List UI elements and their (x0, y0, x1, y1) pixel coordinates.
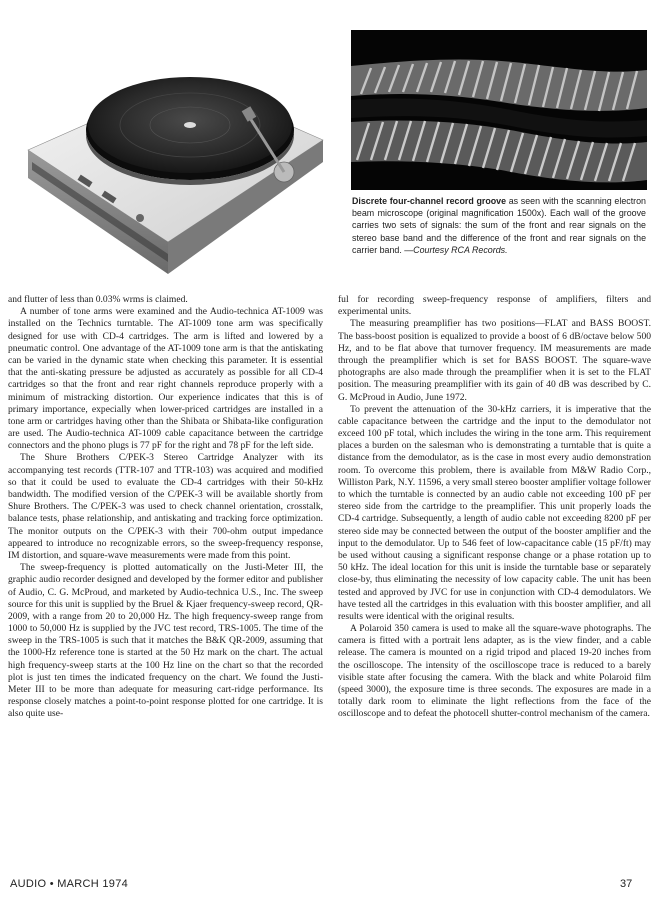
paragraph: The sweep-frequency is plotted automatically on the Justi-Meter III, the graphic audio recorder designed and developed by the former editor and publisher of Audio, C. G. McProud, and marketed by Audio-technica U.S., Inc. The sweep source for this unit is supplied by the Bruel & Kjaer frequency-sweep record, QR-2009, with a range from 20 to 20,000 Hz. The high frequency-sweep range from 1000 to 50,000 Hz is supplied by the JVC test record, TRS-1005. The time of the sweep in the TRS-1005 is such that it matches the B&K QR-2009, assuming that the 1000-Hz reference tone is started at the 50 Hz mark on the chart. The actual high frequency-sweep starts at the 100 Hz line on the chart so that the recorded plot is just ten times the indicated frequency on the chart. We found the Justi-Meter III to be more than adequate for measuring cart-ridge performance. Its response closely matches a point-to-point response plotted for one cartridge. It is also quite use- (8, 562, 323, 720)
paragraph: The Shure Brothers C/PEK-3 Stereo Cartridge Analyzer with its accompanying test records (TTR-107 and TTR-103) was acquired and modified so that it could be used to evaluate the CD-4 cartridges with their 50-kHz bandwidth. The modified version of the C/PEK-3 will be available shortly from Shure Brothers. The C/PEK-3 was used to check channel orientation, crosstalk, balance tests, phase relationship, and antiskating and tracking force optimization. The monitor outputs on the C/PEK-3 with their 700-ohm output impedance appeared to introduce no recognizable errors, so the sweep-frequency response, IM distortion, and square-wave measurements were made from this point. (8, 452, 323, 561)
page-number: 37 (620, 878, 633, 890)
caption-credit: —Courtesy RCA Records. (404, 244, 508, 255)
paragraph: ful for recording sweep-frequency response of amplifiers, filters and experimental units. (338, 294, 651, 318)
paragraph: To prevent the attenuation of the 30-kHz carriers, it is imperative that the cable capacitance between the cartridge and the input to the demodulator not exceed 100 pF total, which includes the wiring in the tone arm. This requirement places a burden on the salesman who is demonstrating a turntable that is quite a distance from the demodulator, as is the case in most every audio demonstration room. To overcome this problem, there is available from M&W Radio Corp., Williston Park, N.Y. 11596, a very small stereo booster amplifier voltage follower to which the turntable is connected by an audio cable not exceeding 100 pF per stereo side from the cartridge to the preamplifier. This unit properly loads the CD-4 cartridge. Subsequently, a length of audio cable not exceeding 8200 pF per stereo side may be connected between the output of the booster amplifier and the input to the demodulator. Up to 546 feet of low-capacitance cable (15 pF/ft) may be used without causing a significant response change or a phase rotation up to 50 kHz. The ideal location for this unit is inside the turntable base or separately close-by, thus eliminating the necessity of low capacity cable. The unit has been tested and approved by JVC for use in conjunction with CD-4 demodulators. We have tested all the cartridges in this evaluation with this booster amplifier, and all results were identical with the original results. (338, 403, 651, 622)
footer-publication: AUDIO • MARCH 1974 (10, 878, 129, 890)
caption-text: as seen with the scanning electron beam microscope (original magnification 1500x). Each wall of the groove carries two sets of signals: the sum of the front and rear signals on the stereo base band and the difference of the front and rear signals on the carrier band. (352, 196, 646, 255)
left-column (8, 294, 323, 721)
paragraph: The measuring preamplifier has two positions—FLAT and BASS BOOST. The bass-boost position is equalized to provide a boost of 6 dB/octave below 500 Hz, and to be flat above that turnover frequency. IM measurements are made through the preamplifier which is set for BASS BOOST. The square-wave photographs are also made through the preamplifier when it is set to the FLAT position. The measuring preamplifier with its gain of 40 dB was described by C. G. McProud in Audio, June 1972. (338, 318, 651, 403)
paragraph: A Polaroid 350 camera is used to make all the square-wave photographs. The camera is fitted with a portrait lens adapter, as is the view finder, and a cable release. The camera is mounted on a rigid tripod and placed 19-20 inches from the oscilloscope. The intensity of the oscilloscope trace is reduced to a barely visible state after focusing the camera. With the black and white Polaroid film (speed 3000), the exposure time is three seconds. The exposures are made in a totally dark room to eliminate the light reflections from the face of the oscilloscope and to defeat the photocell shutter-control mechanism of the camera. (338, 623, 651, 720)
paragraph: A number of tone arms were examined and the Audio-technica AT-1009 was installed on the Technics turntable. The AT-1009 tone arm was specifically designed for use with CD-4 cartridges. The arm is lifted and lowered by a pneumatic control. One advantage of the AT-1009 tone arm is that the antiskating can be varied in the dynamic state when checking this parameter. It is essential that the anti-skating pressure be adjusted as accurately as possible for all CD-4 cartridges so that the front and rear right channels reproduce properly with a minimum of mistracking distortion. Our experience indicates that this is of primary importance, expecially when lower-priced cartridges are installed in a tone arm or cartridges having other than the Shibata or Shibata-like configuration are used. The Audio-technica AT-1009 cable capacitance between the cartridge connectors and the phono plugs is 77 pF for the right and 78 pF for the left side. (8, 306, 323, 452)
paragraph: and flutter of less than 0.03% wrms is claimed. (8, 294, 188, 305)
caption-title: Discrete four-channel record groove (352, 196, 507, 206)
figure-caption (352, 195, 646, 256)
turntable-photo (18, 22, 330, 284)
groove-micrograph-photo (351, 30, 647, 190)
right-column (338, 294, 651, 721)
